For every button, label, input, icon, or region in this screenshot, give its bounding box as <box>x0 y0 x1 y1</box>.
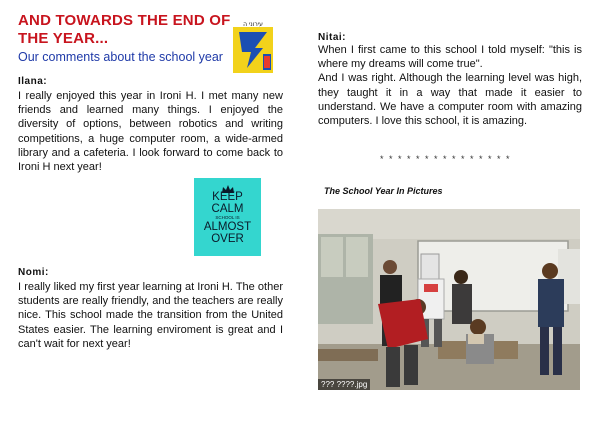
comment-text: When I first came to this school I told myself: "this is where my dreams will come true". And I was right. Although the learning level was high, they taught it in a way that made it easier to understand. We have a computer room with amazing computers. I love this school, it is amazing. <box>318 44 582 128</box>
photo-caption: ??? ????.jpg <box>318 379 370 390</box>
crown-icon <box>194 181 261 191</box>
comment-text: I really liked my first year learning at Ironi H. The other students are really friendly, and the teachers are really nice. This school made the transition from the United States easier. The learning enviroment is great and I can't wait for next year! <box>18 281 283 350</box>
poster-line-school-is: SCHOOL IS <box>215 215 240 220</box>
page-title: AND TOWARDS THE END OF THE YEAR... <box>18 12 231 47</box>
poster-line-almost: ALMOST <box>203 221 252 233</box>
commenter-name: Ilana: <box>18 76 48 87</box>
keep-calm-poster <box>194 178 261 256</box>
commenter-name: Nomi: <box>18 267 49 278</box>
poster-line-keep: KEEP <box>212 191 243 203</box>
poster-line-calm: CALM <box>211 203 244 215</box>
school-logo <box>233 18 273 73</box>
separator-stars: * * * * * * * * * * * * * * * <box>380 154 512 164</box>
page-subtitle: Our comments about the school year <box>18 50 223 64</box>
class-photo[interactable] <box>318 209 580 390</box>
poster-line-over: OVER <box>211 233 244 245</box>
commenter-name: Nitai: <box>318 32 346 43</box>
logo-hebrew-text: עירוני ה <box>243 21 263 28</box>
comment-text: I really enjoyed this year in Ironi H. I met many new friends and learned many things. I enjoyed the diversity of options, between robotics and writing competitions, a huge computer room, a wide-armed library and a cafeteria. I look forward to come back to Ironi H next year! <box>18 90 283 174</box>
pictures-title: The School Year In Pictures <box>324 186 443 196</box>
